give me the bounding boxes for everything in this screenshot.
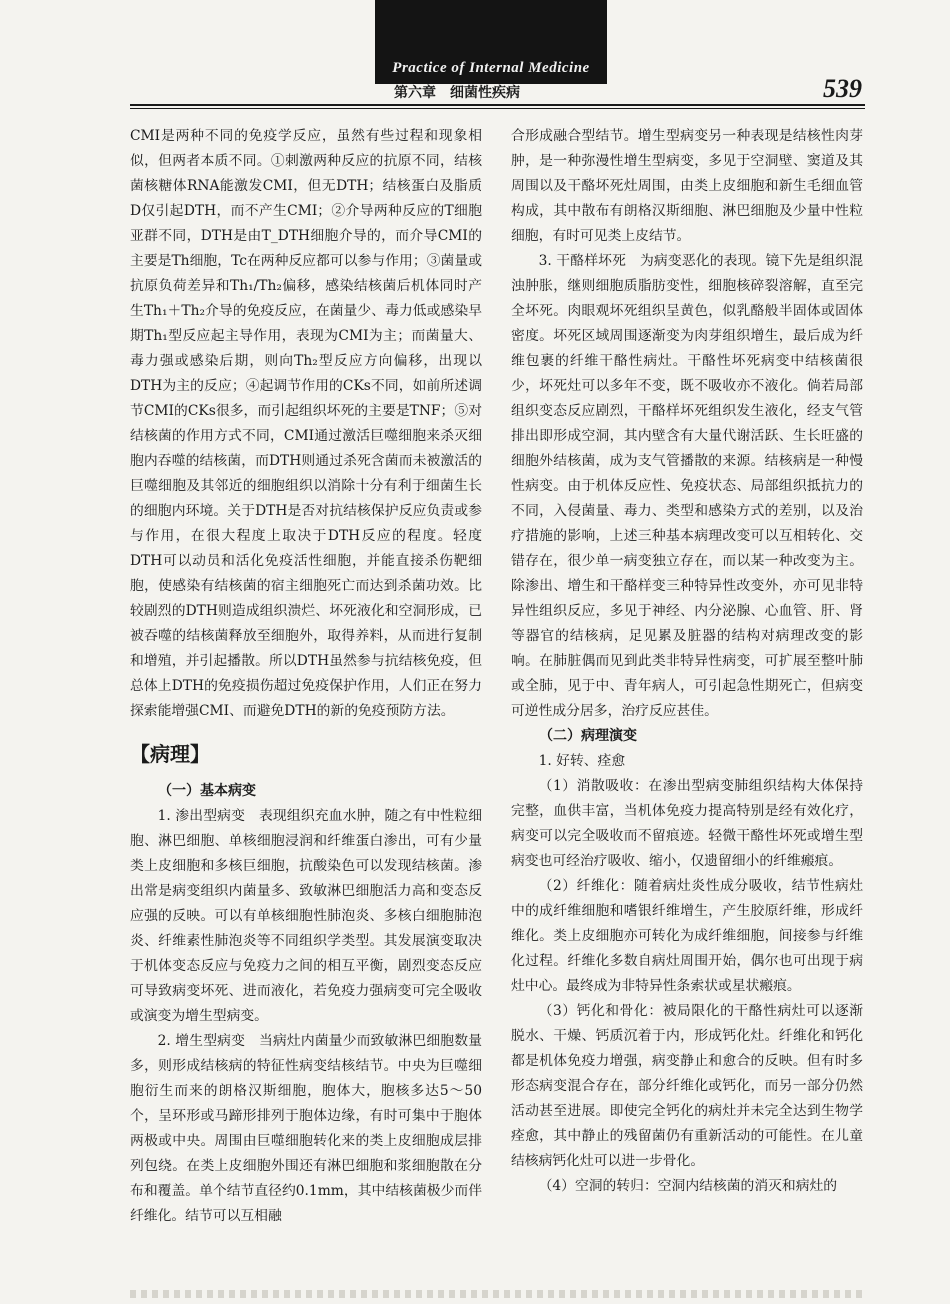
paragraph: 2. 增生型病变 当病灶内菌量少而致敏淋巴细胞数量多，则形成结核病的特征性病变结核结节。中央为巨噬细胞衍生而来的朗格汉斯细胞，胞体大，胞核多达5～50个，呈环形或马蹄形排列于胞体边缘，有时可集中于胞体两极或中央。周围由巨噬细胞转化来的类上皮细胞成层排列包绕。在类上皮细胞外围还有淋巴细胞和浆细胞散在分布和覆盖。单个结节直径约0.1mm，其中结核菌极少而伴纤维化。结节可以互相融 [130, 1033, 482, 1224]
left-column [130, 124, 482, 1229]
list-heading: 1. 好转、痊愈 [538, 753, 626, 769]
page-number: 539 [823, 74, 862, 103]
paragraph: （3）钙化和骨化：被局限化的干酪性病灶可以逐渐脱水、干燥、钙质沉着于内，形成钙化灶。纤维化和钙化都是机体免疫力增强，病变静止和愈合的反映。但有时多形态病变混合存在，部分纤维化或钙化，而另一部分仍然活动甚至进展。即使完全钙化的病灶并未完全达到生物学痊愈，其中静止的残留菌仍有重新活动的可能性。在儿童结核病钙化灶可以进一步骨化。 [511, 1003, 863, 1169]
paragraph: 3. 干酪样坏死 为病变恶化的表现。镜下先是组织混浊肿胀，继则细胞质脂肪变性，细胞核碎裂溶解，直至完全坏死。肉眼观坏死组织呈黄色，似乳酪般半固体或固体密度。坏死区域周围逐渐变为肉芽组织增生，最后成为纤维包裹的纤维干酪性病灶。干酪性坏死病变中结核菌很少，坏死灶可以多年不变，既不吸收亦不液化。倘若局部组织变态反应剧烈，干酪样坏死组织发生液化，经支气管排出即形成空洞，其内壁含有大量代谢活跃、生长旺盛的细胞外结核菌，成为支气管播散的来源。结核病是一种慢性病变。由于机体反应性、免疫状态、局部组织抵抗力的不同，入侵菌量、毒力、类型和感染方式的差别，以及治疗措施的影响，上述三种基本病理改变可以互相转化、交错存在，很少单一病变独立存在，而以某一种改变为主。除渗出、增生和干酪样变三种特异性改变外，亦可见非特异性组织反应，多见于神经、内分泌腺、心血管、肝、肾等器官的结核病，足见累及脏器的结构对病理改变的影响。在肺脏偶而见到此类非特异性病变，可扩展至整叶肺或全肺，见于中、青年病人，可引起急性期死亡，但病变可逆性成分居多，治疗反应甚佳。 [511, 253, 863, 719]
journal-banner [375, 0, 607, 84]
paragraph: （2）纤维化：随着病灶炎性成分吸收，结节性病灶中的成纤维细胞和嗜银纤维增生，产生胶原纤维，形成纤维化。类上皮细胞亦可转化为成纤维细胞，间接参与纤维化过程。纤维化多数自病灶周围开始，偶尔也可出现于病灶中心。最终成为非特异性条索状或星状瘢痕。 [511, 878, 863, 994]
chapter-title: 细菌性疾病 [450, 85, 520, 101]
paragraph: CMI是两种不同的免疫学反应，虽然有些过程和现象相似，但两者本质不同。①刺激两种反应的抗原不同，结核菌核糖体RNA能激发CMI，但无DTH；结核蛋白及脂质D仅引起DTH，而不产生CMI；②介导两种反应的T细胞亚群不同，DTH是由T_DTH细胞介导的，而介导CMI的主要是Th细胞，Tc在两种反应都可以参与作用；③菌量或抗原负荷差异和Th₁/Th₂偏移，感染结核菌后机体同时产生Th₁＋Th₂介导的免疫反应，在菌量少、毒力低或感染早期Th₁型反应起主导作用，表现为CMI为主；而菌量大、毒力强或感染后期，则向Th₂型反应方向偏移，出现以DTH为主的反应；④起调节作用的CKs不同，如前所述调节CMI的CKs很多，而引起组织坏死的主要是TNF；⑤对结核菌的作用方式不同，CMI通过激活巨噬细胞来杀灭细胞内吞噬的结核菌，而DTH则通过杀死含菌而未被激活的巨噬细胞及其邻近的细胞组织以消除十分有利于细菌生长的细胞内环境。关于DTH是否对抗结核保护反应负责或参与作用，在很大程度上取决于DTH反应的程度。轻度DTH可以动员和活化免疫活性细胞，并能直接杀伤靶细胞，使感染有结核菌的宿主细胞死亡而达到杀菌功效。比较剧烈的DTH则造成组织溃烂、坏死液化和空洞形成，已被吞噬的结核菌释放至细胞外，取得养料，从而进行复制和增殖，并引起播散。所以DTH虽然参与抗结核免疫，但总体上DTH的免疫损伤超过免疫保护作用，人们正在努力探索能增强CMI、而避免DTH的新的免疫预防方法。 [130, 128, 482, 719]
paragraph: 1. 渗出型病变 表现组织充血水肿，随之有中性粒细胞、淋巴细胞、单核细胞浸润和纤维蛋白渗出，可有少量类上皮细胞和多核巨细胞，抗酸染色可以发现结核菌。渗出常是病变组织内菌量多、致敏淋巴细胞活力高和变态反应强的反映。可以有单核细胞性肺泡炎、多核白细胞肺泡炎、纤维素性肺泡炎等不同组织学类型。其发展演变取决于机体变态反应与免疫力之间的相互平衡，剧烈变态反应可导致病变坏死、进而液化，若免疫力强病变可完全吸收或演变为增生型病变。 [130, 808, 482, 1024]
header-rule [130, 104, 865, 106]
subsection-heading: （一）基本病变 [158, 783, 256, 799]
chapter-number: 第六章 [394, 85, 436, 101]
paragraph: （4）空洞的转归：空洞内结核菌的消灭和病灶的 [538, 1178, 838, 1194]
subsection-heading: （二）病理演变 [539, 728, 637, 744]
section-heading: 【病理】 [130, 742, 210, 766]
right-column [511, 124, 863, 1199]
paragraph: 合形成融合型结节。增生型病变另一种表现是结核性肉芽肿，是一种弥漫性增生型病变，多见于空洞壁、窦道及其周围以及干酪坏死灶周围，由类上皮细胞和新生毛细血管构成，其中散布有朗格汉斯细胞、淋巴细胞及少量中性粒细胞，有时可见类上皮结节。 [511, 128, 863, 244]
page-footer-fragment [130, 1290, 865, 1298]
header-rule-thin [130, 108, 865, 109]
journal-title: Practice of Internal Medicine [392, 60, 590, 76]
paragraph: （1）消散吸收：在渗出型病变肺组织结构大体保持完整，血供丰富，当机体免疫力提高特别是经有效化疗，病变可以完全吸收而不留痕迹。轻微干酪性坏死或增生型病变也可经治疗吸收、缩小，仅遗留细小的纤维瘢痕。 [511, 778, 863, 869]
chapter-heading [394, 82, 534, 102]
